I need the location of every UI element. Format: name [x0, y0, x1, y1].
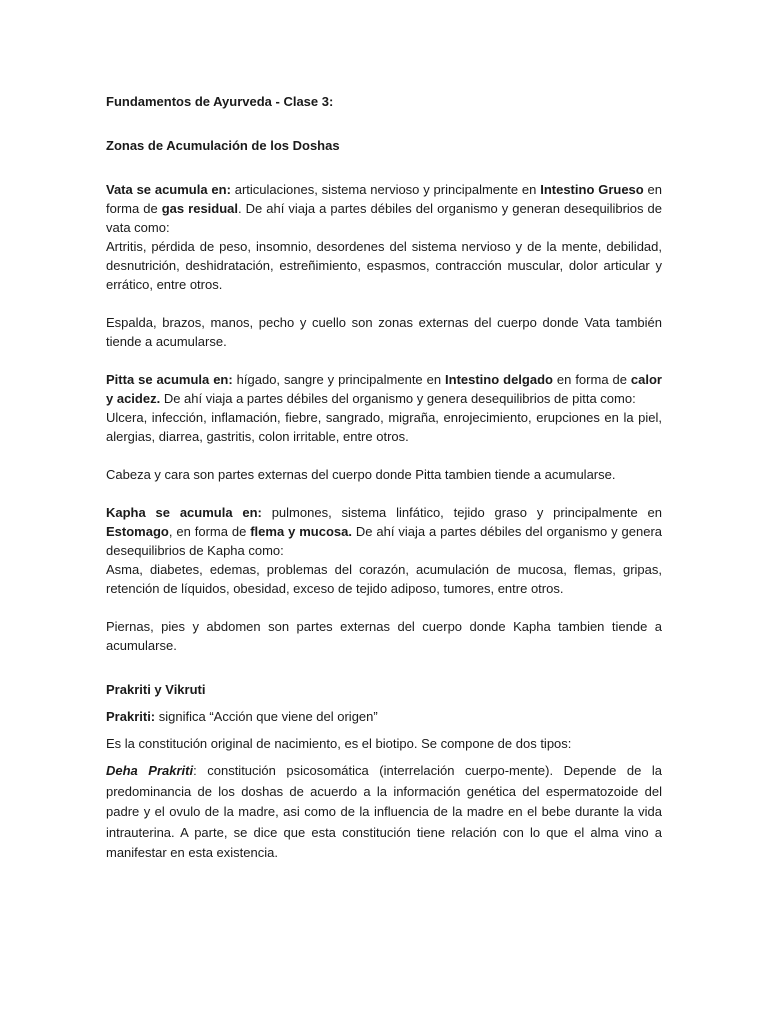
- pitta-text-1: hígado, sangre y principalmente en: [232, 372, 446, 387]
- section-heading-prakriti: Prakriti y Vikruti: [106, 682, 206, 697]
- prakriti-term: Prakriti:: [106, 709, 156, 724]
- prakriti-meaning: significa “Acción que viene del origen”: [155, 709, 378, 724]
- vata-paragraph: [106, 180, 662, 237]
- pitta-form: calor y acidez.: [106, 372, 662, 406]
- vata-text-1: articulaciones, sistema nervioso y principalmente en: [230, 182, 541, 197]
- kapha-lead: Kapha se acumula en:: [106, 505, 262, 520]
- vata-lead: Vata se acumula en:: [106, 182, 231, 197]
- pitta-lead: Pitta se acumula en:: [106, 372, 233, 387]
- kapha-text-2: , en forma de: [168, 524, 251, 539]
- vata-disorders-list: Artritis, pérdida de peso, insomnio, desordenes del sistema nervioso y de la mente, debilidad, desnutrición, deshidratación, estreñimiento, espasmos, contracción muscular, dolor articular y errático, entre otros.: [106, 239, 662, 292]
- vata-form: gas residual: [161, 201, 239, 216]
- document-title: Fundamentos de Ayurveda - Clase 3:: [106, 94, 334, 109]
- prakriti-intro: Es la constitución original de nacimiento, es el biotipo. Se compone de dos tipos:: [106, 736, 572, 751]
- kapha-paragraph: [106, 503, 662, 560]
- pitta-paragraph: [106, 370, 662, 408]
- kapha-organ: Estomago: [106, 524, 169, 539]
- deha-prakriti-term: Deha Prakriti: [106, 763, 194, 778]
- document-body: [106, 92, 662, 864]
- kapha-text-3: De ahí viaja a partes débiles del organismo y genera desequilibrios de Kapha como:: [106, 524, 663, 558]
- vata-text-3: . De ahí viaja a partes débiles del organismo y generan desequilibrios de vata como:: [106, 201, 662, 235]
- vata-external-zones: Espalda, brazos, manos, pecho y cuello son zonas externas del cuerpo donde Vata también tiende a acumularse.: [106, 315, 662, 349]
- pitta-text-2: en forma de: [552, 372, 631, 387]
- pitta-text-3: De ahí viaja a partes débiles del organismo y genera desequilibrios de pitta como:: [160, 391, 636, 406]
- kapha-form: flema y mucosa.: [250, 524, 352, 539]
- prakriti-definition: [106, 707, 662, 726]
- vata-text-2: en forma de: [106, 182, 663, 216]
- deha-prakriti-text: : constitución psicosomática (interrelación cuerpo-mente). Depende de la predominancia de los doshas de acuerdo a la información genética del espermatozoide del padre y el ovulo de la madre, asi como de la influencia de la madre en el bebe durante la vida intrauterina. A parte, se dice que esta constitución tiene relación con lo que el alma vino a manifestar en esta existencia.: [106, 763, 662, 860]
- vata-organ: Intestino Grueso: [540, 182, 644, 197]
- kapha-external-zones: Piernas, pies y abdomen son partes externas del cuerpo donde Kapha tambien tiende a acumularse.: [106, 619, 662, 653]
- pitta-disorders-list: Ulcera, infección, inflamación, fiebre, sangrado, migraña, enrojecimiento, erupciones en la piel, alergias, diarrea, gastritis, colon irritable, entre otros.: [106, 410, 662, 444]
- deha-prakriti-paragraph: [106, 761, 662, 864]
- kapha-disorders-list: Asma, diabetes, edemas, problemas del corazón, acumulación de mucosa, flemas, gripas, retención de líquidos, obesidad, exceso de tejido adiposo, tumores, entre otros.: [106, 562, 662, 596]
- pitta-external-zones: Cabeza y cara son partes externas del cuerpo donde Pitta tambien tiende a acumularse.: [106, 467, 616, 482]
- section-heading-doshas: Zonas de Acumulación de los Doshas: [106, 138, 340, 153]
- kapha-text-1: pulmones, sistema linfático, tejido graso y principalmente en: [261, 505, 662, 520]
- pitta-organ: Intestino delgado: [445, 372, 553, 387]
